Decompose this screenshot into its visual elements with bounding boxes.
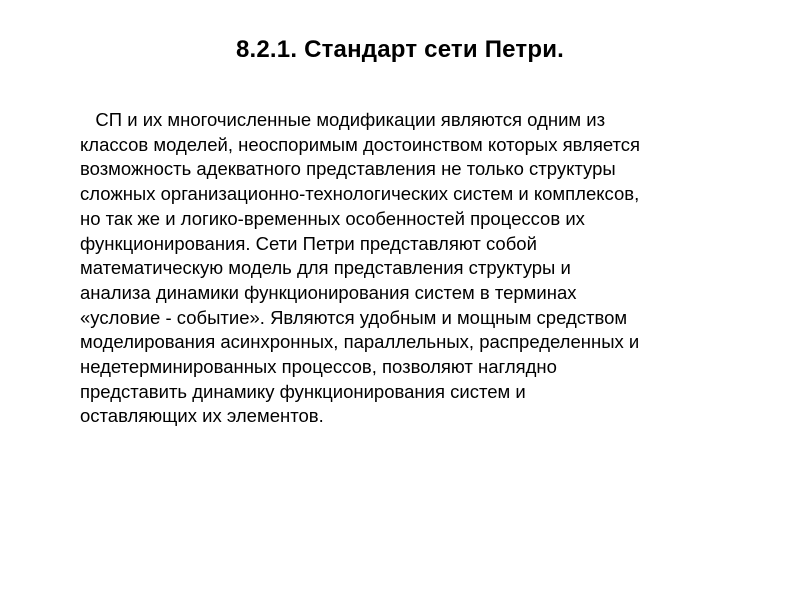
paragraph-line: «условие - событие». Являются удобным и мощным средством	[80, 306, 628, 328]
body-paragraph	[80, 108, 760, 429]
paragraph-line: возможность адекватного представления не только структуры	[80, 158, 616, 180]
paragraph-line: недетерминированных процессов, позволяют наглядно	[80, 356, 557, 378]
paragraph-line: анализа динамики функционирования систем в терминах	[80, 281, 577, 303]
paragraph-line: математическую модель для представления структуры и	[80, 257, 571, 279]
paragraph-line: сложных организационно-технологических систем и комплексов,	[80, 183, 640, 205]
paragraph-line: представить динамику функционирования систем и	[80, 380, 526, 402]
paragraph-line: функционирования. Сети Петри представляют собой	[80, 232, 537, 254]
paragraph-line: оставляющих их элементов.	[80, 405, 324, 427]
slide-title: 8.2.1. Стандарт сети Петри.	[235, 36, 565, 63]
paragraph-line: моделирования асинхронных, параллельных, распределенных и	[80, 331, 640, 353]
paragraph-line: СП и их многочисленные модификации являются одним из	[80, 109, 606, 130]
paragraph-line: но так же и логико-временных особенностей процессов их	[80, 207, 585, 229]
paragraph-line: классов моделей, неоспоримым достоинством которых является	[80, 133, 641, 155]
